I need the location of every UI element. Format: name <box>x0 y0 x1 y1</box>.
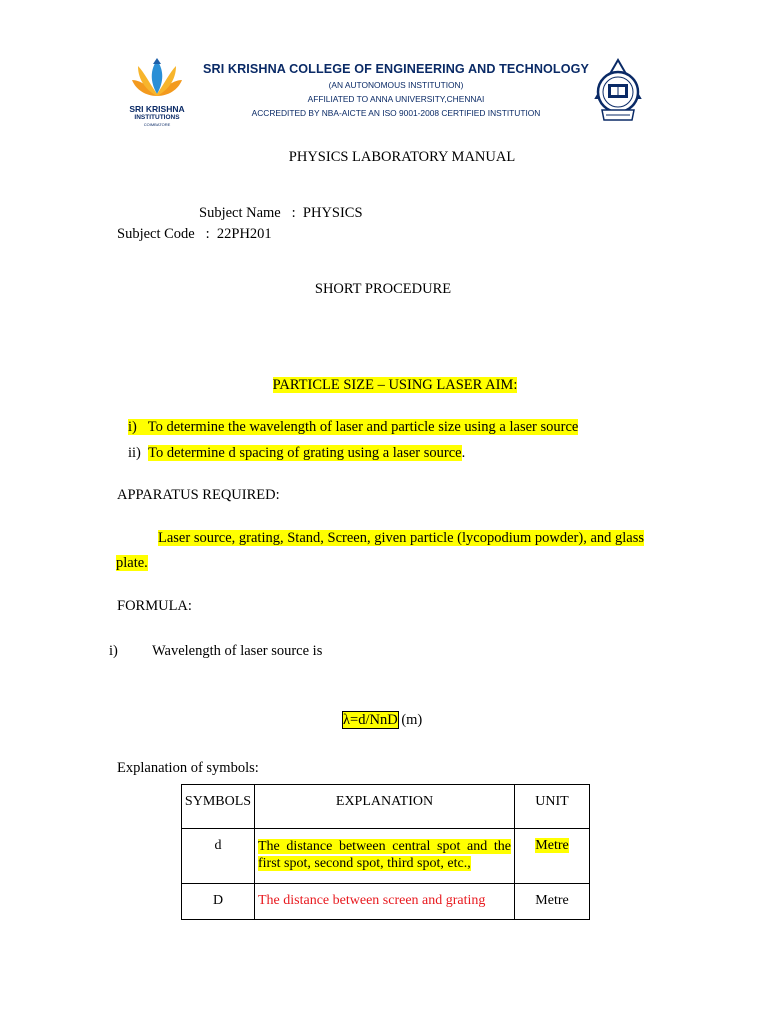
subject-name-separator: : <box>291 205 296 221</box>
subject-name-line <box>199 205 363 222</box>
aim-number: ii) <box>128 445 141 461</box>
apparatus-heading: APPARATUS REQUIRED: <box>117 487 280 503</box>
lotus-logo-icon <box>126 56 188 104</box>
college-name: SRI KRISHNA COLLEGE OF ENGINEERING AND TECHNOLOGY <box>203 62 589 76</box>
apparatus-line-1 <box>158 530 644 547</box>
unit-cell: Metre <box>515 829 590 884</box>
explanation-cell: The distance between screen and grating <box>255 884 515 920</box>
manual-title: PHYSICS LABORATORY MANUAL <box>288 149 516 165</box>
table-row <box>182 829 590 884</box>
table-header-row <box>182 785 590 829</box>
college-header <box>200 62 592 118</box>
aim-item-1 <box>128 419 578 436</box>
header-cell: SYMBOLS <box>182 785 255 829</box>
college-autonomous: (AN AUTONOMOUS INSTITUTION) <box>328 80 464 90</box>
formula-unit: (m) <box>397 712 423 728</box>
symbols-table <box>181 784 590 920</box>
header-cell: EXPLANATION <box>255 785 515 829</box>
college-affiliation: AFFILIATED TO ANNA UNIVERSITY,CHENNAI <box>307 94 485 104</box>
formula-heading: FORMULA: <box>117 598 192 614</box>
formula-item-text: Wavelength of laser source is <box>152 643 323 659</box>
aim-text: To determine d spacing of grating using a laser source <box>148 445 462 461</box>
formula-item-number: i) <box>109 643 118 659</box>
experiment-aim-title <box>0 377 768 394</box>
apparatus-text-2: plate. <box>116 555 148 571</box>
college-emblem <box>594 58 642 128</box>
table-row <box>182 884 590 920</box>
explanation-cell: The distance between central spot and the first spot, second spot, third spot, etc., <box>255 829 515 884</box>
formula-expression-line <box>343 712 422 729</box>
explanation-heading: Explanation of symbols: <box>117 760 259 776</box>
aim-title-text: PARTICLE SIZE – USING LASER AIM: <box>272 377 518 393</box>
apparatus-text-1: Laser source, grating, Stand, Screen, given particle (lycopodium powder), and glass <box>158 530 645 546</box>
apparatus-line-2 <box>116 555 148 572</box>
unit-cell: Metre <box>515 884 590 920</box>
logo-city: COIMBATORE <box>143 122 171 127</box>
aim-suffix: . <box>461 445 466 461</box>
subject-code-value: 22PH201 <box>216 226 272 242</box>
college-accreditation: ACCREDITED BY NBA-AICTE AN ISO 9001-2008 CERTIFIED INSTITUTION <box>251 108 541 118</box>
aim-text: To determine the wavelength of laser and particle size using a laser source <box>147 419 579 435</box>
subject-name-value: PHYSICS <box>302 205 363 221</box>
logo-subtitle: INSTITUTIONS <box>134 114 180 121</box>
subject-code-line <box>117 226 272 243</box>
subject-code-separator: : <box>205 226 210 242</box>
aim-number: i) <box>128 419 137 435</box>
formula-expression: λ=d/NnD <box>343 712 398 728</box>
section-title: SHORT PROCEDURE <box>314 281 452 297</box>
subject-code-label: Subject Code <box>117 226 195 242</box>
aim-item-2 <box>128 445 465 462</box>
institution-logo <box>126 56 188 128</box>
emblem-icon <box>594 58 642 128</box>
subject-name-label: Subject Name <box>199 205 281 221</box>
header-cell: UNIT <box>515 785 590 829</box>
symbol-cell: d <box>182 829 255 884</box>
symbol-cell: D <box>182 884 255 920</box>
logo-title: SRI KRISHNA <box>129 104 185 114</box>
